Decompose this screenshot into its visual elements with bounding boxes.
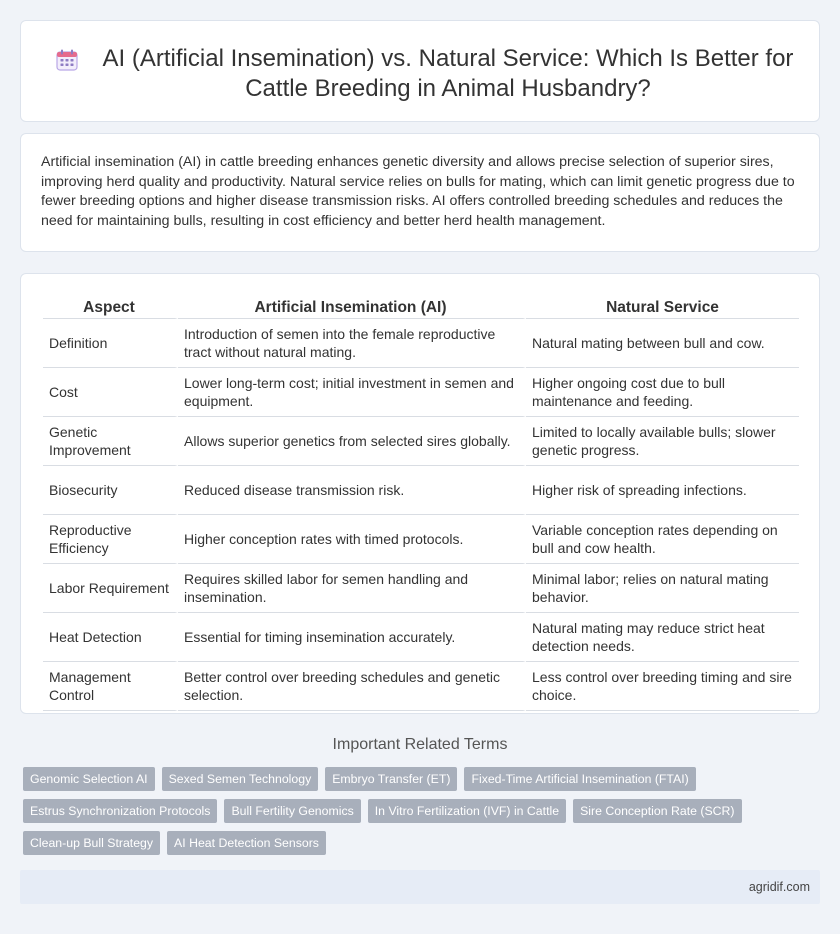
table-row [43, 319, 799, 368]
ai-cell: Introduction of semen into the female reproductive tract without natural mating. [178, 319, 526, 368]
aspect-cell: Genetic Improvement [43, 417, 178, 466]
natural-cell: Natural mating may reduce strict heat detection needs. [526, 613, 799, 662]
ai-cell: Better control over breeding schedules and genetic selection. [178, 662, 526, 711]
table-row [43, 417, 799, 466]
related-terms-list [23, 767, 813, 855]
natural-cell: Less control over breeding timing and sire choice. [526, 662, 799, 711]
natural-cell: Higher risk of spreading infections. [526, 466, 799, 515]
table-row [43, 466, 799, 515]
aspect-cell: Labor Requirement [43, 564, 178, 613]
natural-cell: Limited to locally available bulls; slower genetic progress. [526, 417, 799, 466]
ai-cell: Higher conception rates with timed protocols. [178, 515, 526, 564]
table-row [43, 662, 799, 711]
related-term-tag[interactable]: Clean-up Bull Strategy [23, 831, 160, 855]
calendar-icon [55, 48, 79, 72]
aspect-cell: Reproductive Efficiency [43, 515, 178, 564]
column-header-natural: Natural Service [526, 294, 799, 319]
natural-cell: Variable conception rates depending on bull and cow health. [526, 515, 799, 564]
table-row [43, 613, 799, 662]
table-row [43, 368, 799, 417]
table-row [43, 515, 799, 564]
related-term-tag[interactable]: Genomic Selection AI [23, 767, 155, 791]
aspect-cell: Heat Detection [43, 613, 178, 662]
related-term-tag[interactable]: Bull Fertility Genomics [224, 799, 360, 823]
related-term-tag[interactable]: Estrus Synchronization Protocols [23, 799, 217, 823]
related-term-tag[interactable]: AI Heat Detection Sensors [167, 831, 326, 855]
related-terms-title: Important Related Terms [332, 736, 508, 753]
ai-cell: Lower long-term cost; initial investment in semen and equipment. [178, 368, 526, 417]
related-term-tag[interactable]: Sire Conception Rate (SCR) [573, 799, 741, 823]
ai-cell: Essential for timing insemination accurately. [178, 613, 526, 662]
related-term-tag[interactable]: Embryo Transfer (ET) [325, 767, 457, 791]
column-header-ai: Artificial Insemination (AI) [178, 294, 526, 319]
ai-cell: Reduced disease transmission risk. [178, 466, 526, 515]
aspect-cell: Management Control [43, 662, 178, 711]
ai-cell: Requires skilled labor for semen handling and insemination. [178, 564, 526, 613]
aspect-cell: Biosecurity [43, 466, 178, 515]
natural-cell: Natural mating between bull and cow. [526, 319, 799, 368]
summary-card [20, 133, 820, 252]
aspect-cell: Definition [43, 319, 178, 368]
related-term-tag[interactable]: Sexed Semen Technology [162, 767, 319, 791]
summary-text: Artificial insemination (AI) in cattle breeding enhances genetic diversity and allows precise selection of superior sires, improving herd quality and productivity. Natural service relies on bulls for mating, which can limit genetic progress due to fewer breeding options and higher disease transmission risks. AI offers controlled breeding schedules and reduces the need for maintaining bulls, resulting in cost efficiency and better herd health management. [41, 154, 795, 229]
aspect-cell: Cost [43, 368, 178, 417]
title-card [20, 20, 820, 122]
comparison-table [43, 294, 799, 711]
related-term-tag[interactable]: Fixed-Time Artificial Insemination (FTAI) [464, 767, 695, 791]
footer [20, 870, 820, 904]
column-header-aspect: Aspect [43, 294, 178, 319]
page-title: AI (Artificial Insemination) vs. Natural Service: Which Is Better for Cattle Breeding in Animal Husbandry? [102, 45, 794, 102]
related-term-tag[interactable]: In Vitro Fertilization (IVF) in Cattle [368, 799, 566, 823]
table-header-row [43, 294, 799, 319]
ai-cell: Allows superior genetics from selected sires globally. [178, 417, 526, 466]
natural-cell: Higher ongoing cost due to bull maintenance and feeding. [526, 368, 799, 417]
table-row [43, 564, 799, 613]
natural-cell: Minimal labor; relies on natural mating behavior. [526, 564, 799, 613]
comparison-card [20, 273, 820, 714]
footer-site-link[interactable]: agridif.com [748, 880, 810, 894]
